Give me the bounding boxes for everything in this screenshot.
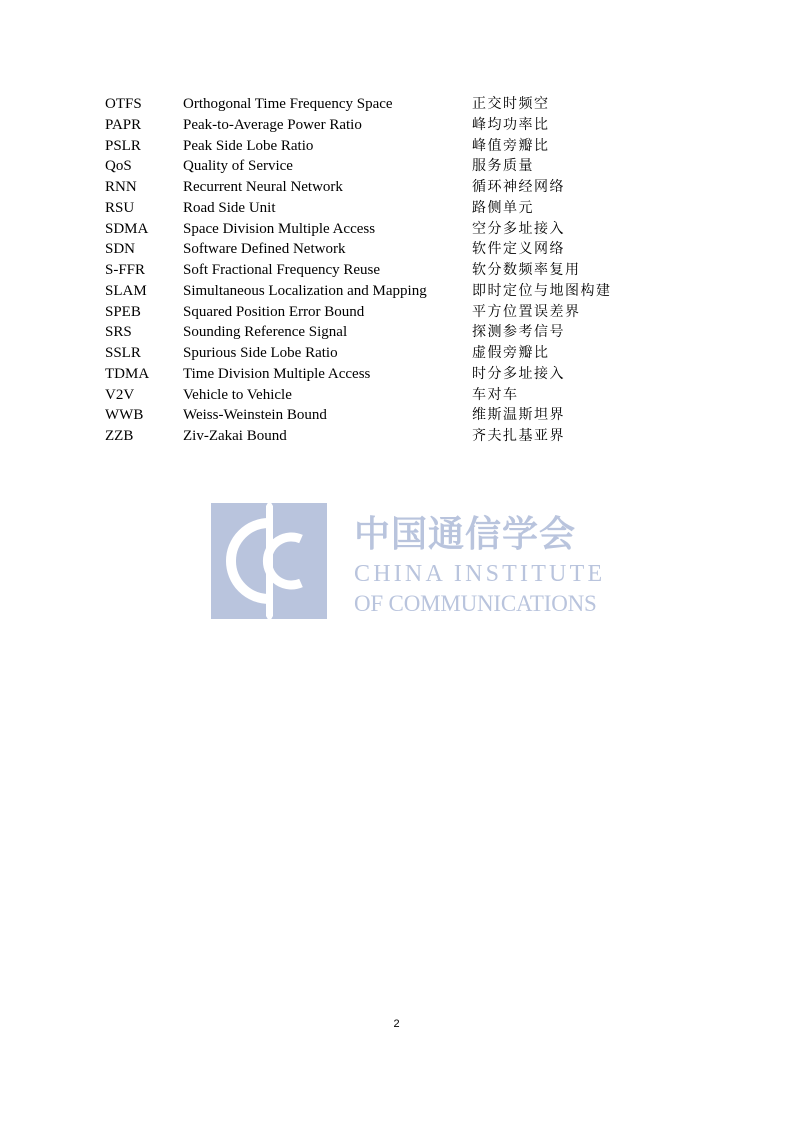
chinese-term: 峰均功率比 — [472, 116, 550, 133]
chinese-term: 正交时频空 — [472, 96, 550, 112]
table-row — [105, 385, 645, 406]
table-row — [105, 322, 645, 343]
watermark-chinese-name: 中国通信学会 — [354, 514, 577, 555]
abbreviation: WWB — [105, 407, 144, 424]
abbreviation: SDMA — [105, 220, 149, 237]
chinese-term: 平方位置误差界 — [472, 303, 581, 320]
chinese-term: 时分多址接入 — [472, 365, 565, 382]
full-term: Peak Side Lobe Ratio — [183, 137, 314, 154]
chinese-term: 探测参考信号 — [472, 324, 565, 341]
full-term: Spurious Side Lobe Ratio — [183, 345, 338, 361]
chinese-term: 车对车 — [472, 386, 519, 403]
full-term: Sounding Reference Signal — [183, 324, 348, 341]
full-term: Orthogonal Time Frequency Space — [183, 96, 393, 112]
chinese-term: 峰值旁瓣比 — [472, 137, 550, 154]
abbreviation: V2V — [105, 386, 135, 403]
full-term: Peak-to-Average Power Ratio — [183, 116, 362, 133]
table-row — [105, 343, 645, 364]
full-term: Squared Position Error Bound — [183, 303, 365, 320]
abbreviation: SLAM — [105, 282, 147, 299]
table-row — [105, 405, 645, 426]
table-row — [105, 281, 645, 302]
abbreviation: S-FFR — [105, 262, 146, 278]
table-row — [105, 115, 645, 136]
table-row — [105, 94, 645, 115]
table-row — [105, 426, 645, 447]
watermark — [211, 503, 606, 619]
cic-logo-icon — [211, 503, 327, 619]
full-term: Recurrent Neural Network — [183, 179, 343, 195]
table-row — [105, 177, 645, 198]
chinese-term: 循环神经网络 — [472, 179, 565, 195]
full-term: Vehicle to Vehicle — [183, 386, 292, 403]
abbreviation: ZZB — [105, 428, 134, 444]
full-term: Weiss-Weinstein Bound — [183, 407, 327, 424]
full-term: Soft Fractional Frequency Reuse — [183, 262, 381, 278]
abbreviation: SRS — [105, 324, 132, 341]
table-row — [105, 239, 645, 260]
full-term: Space Division Multiple Access — [183, 220, 376, 237]
table-row — [105, 136, 645, 157]
full-term: Road Side Unit — [183, 199, 276, 216]
abbreviation: RNN — [105, 179, 137, 195]
chinese-term: 虚假旁瓣比 — [472, 345, 550, 361]
abbreviation: QoS — [105, 158, 132, 175]
abbreviation: SDN — [105, 241, 136, 258]
watermark-english-line2: OF COMMUNICATIONS — [354, 591, 597, 616]
chinese-term: 齐夫扎基亚界 — [472, 428, 565, 444]
table-row — [105, 302, 645, 323]
full-term: Quality of Service — [183, 158, 293, 175]
chinese-term: 软分数频率复用 — [472, 262, 581, 278]
abbreviation: SPEB — [105, 303, 141, 320]
full-term: Software Defined Network — [183, 241, 346, 258]
abbreviation: TDMA — [105, 365, 150, 382]
abbreviation-table — [105, 94, 645, 447]
chinese-term: 维斯温斯坦界 — [472, 407, 565, 424]
full-term: Ziv-Zakai Bound — [183, 428, 287, 444]
watermark-english-line1: CHINA INSTITUTE — [354, 561, 606, 587]
table-row — [105, 156, 645, 177]
table-row — [105, 364, 645, 385]
full-term: Time Division Multiple Access — [183, 365, 371, 382]
table-row — [105, 219, 645, 240]
table-row — [105, 198, 645, 219]
abbreviation: PSLR — [105, 137, 141, 154]
chinese-term: 服务质量 — [472, 158, 534, 175]
abbreviation: SSLR — [105, 345, 141, 361]
chinese-term: 路侧单元 — [472, 199, 534, 216]
page-number: 2 — [393, 1018, 400, 1030]
abbreviation: OTFS — [105, 96, 142, 112]
abbreviation: RSU — [105, 199, 135, 216]
chinese-term: 软件定义网络 — [472, 241, 565, 258]
table-row — [105, 260, 645, 281]
abbreviation: PAPR — [105, 116, 142, 133]
chinese-term: 即时定位与地图构建 — [472, 282, 612, 299]
full-term: Simultaneous Localization and Mapping — [183, 282, 427, 299]
chinese-term: 空分多址接入 — [472, 220, 565, 237]
